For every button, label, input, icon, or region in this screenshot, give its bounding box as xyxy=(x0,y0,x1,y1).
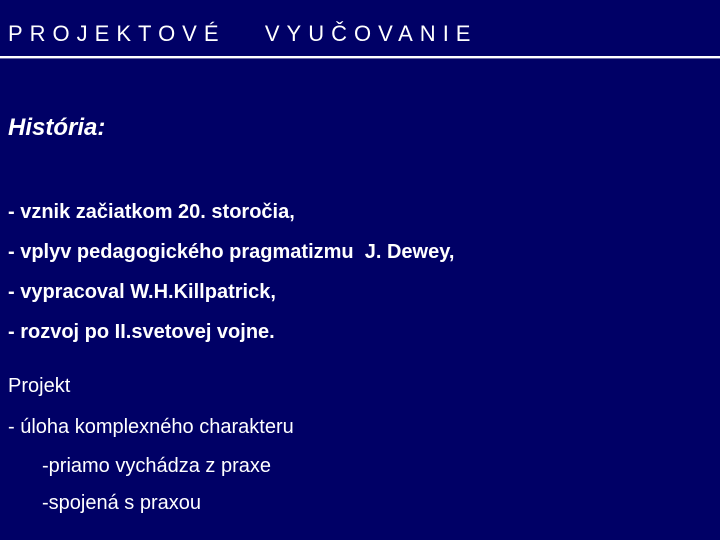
section-heading-historia: História: xyxy=(8,114,106,141)
projekt-line: - úloha komplexného charakteru xyxy=(8,416,294,438)
projekt-line: -spojená s praxou xyxy=(42,492,201,514)
bullet-item: - vypracoval W.H.Killpatrick, xyxy=(8,281,276,303)
title-divider xyxy=(0,56,720,59)
bullet-item: - vznik začiatkom 20. storočia, xyxy=(8,201,295,223)
slide-title: PROJEKTOVÉ VYUČOVANIE xyxy=(8,21,478,46)
projekt-line: -priamo vychádza z praxe xyxy=(42,455,271,477)
bullet-item: - rozvoj po II.svetovej vojne. xyxy=(8,321,275,343)
bullet-item: - vplyv pedagogického pragmatizmu J. Dewey, xyxy=(8,241,455,263)
history-bullet-list xyxy=(8,200,454,360)
sub-heading-projekt: Projekt xyxy=(8,375,71,397)
